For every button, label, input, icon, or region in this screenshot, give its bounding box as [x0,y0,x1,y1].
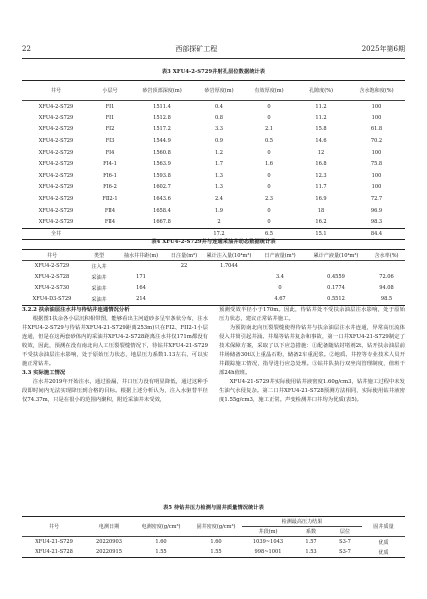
table-cell: FⅡ2-1 [102,196,118,203]
table-cell: 20220915 [96,549,122,555]
table-cell: 98.3 [370,218,383,225]
table-cell: 注入井 [91,263,107,270]
table3-header: 含水饱和度(%) [359,88,394,94]
table-cell [116,261,166,272]
right-column [219,306,405,406]
table-cell: 12 [317,149,325,156]
paragraph: 根据图1扶余各小层沉积相带图，能够看出主河道砂多呈窄条状分布，注水井XFU4-2-S729与待钻井XFU4-21-S729距离253m)只在FI2、FII2-1小层连通，但是在这两套砂体内的采油井XFU4-2-S728距离注水井仅171m都没有收效，因此，预测在没有南北向人工压裂裂缝情况下，待钻井XFU4-21-S729不受扶余油层注水影响，处于原始压力状态，地层压力系数1.13左右，可以实施正常钻井。 [22,316,208,368]
table-cell: 0.5 [264,138,274,145]
table3-header: 砂岩厚度(m) [204,88,234,94]
table-cell: 1511.4 [153,103,171,110]
table5-header: 检测最高压力结果 [242,517,362,527]
table-cell: 20220903 [96,539,122,545]
table-cell: 84.4 [370,230,383,237]
table5 [22,516,405,558]
table-cell: 1.6 [264,161,274,168]
table-cell: 171 [136,274,146,281]
table-cell: 16.8 [315,161,327,168]
table-cell: 100 [371,172,382,179]
table-cell: 0.4 [214,103,224,110]
table-cell: 1.53 [305,549,317,555]
page-header [22,44,405,54]
table-cell: XFU4-2-S729 [38,126,74,133]
table-cell: 100 [371,184,382,191]
table-cell: 22 [180,263,188,270]
table-cell: 0.5512 [327,296,345,303]
table4-header-row [22,250,405,261]
table-cell: 采油井 [91,285,107,292]
table-cell: 1.7044 [220,263,238,270]
section-heading-3-2-2: 3.2.2 扶余油层注水井与待钻井连通情况分析 [22,307,130,313]
table4-header: 累计注入量(10⁴m³) [206,252,252,259]
table-cell: 3.4 [275,274,285,281]
paragraph: 为预防南北向压裂裂缝使得待钻井与扶余油层注水井连通，异常高压流体侵入井筒引起井涌、井塌等钻井复杂和事故，第一口井XFU4-21-S729制定了技术保障方案，采取了以下应急措施：①配备随钻封堵剂2t，钻开扶余油层前井场储备30t以上重晶石粉，储备2车重泥浆。②地质、井控等专业技术人员开井跟踪施工情况，指导进行应急处理。③钻井队执行双坐岗管理制度，值班干部24h值班。 [219,325,405,377]
table4-header: 日产液量(m³) [264,252,296,259]
issue-label: 2025年第6期 [361,45,405,53]
paragraph: 注水井2019年开始注水，通过验漏，井口压力没有明显降低，通过这种手段即时间内无法实现降压到合格的目标。根据上述分析认为，注入水驱替半径仅74.37m，只是在很小的范围内聚积，附近采油井未受效， [22,379,208,404]
table-cell: 11.2 [315,114,327,121]
table-cell: FⅠ1 [105,103,115,110]
table3-header: 小层号 [102,88,118,94]
table-cell: 1658.4 [153,207,171,214]
table5-header: 井号 [22,517,86,537]
header-rule [22,58,405,59]
table-row [22,101,405,113]
table4-header: 井号 [46,252,58,259]
table-cell: XFU4-2-S729 [38,138,74,145]
table-cell [166,294,202,305]
table-cell: 70.2 [370,138,383,145]
table-cell: XFU4-21-S729 [35,539,73,545]
table-cell: 2.1 [264,126,274,133]
table-cell: 16.2 [315,218,327,225]
table-cell: XFU4-2-S729 [38,196,74,203]
table5-header: 固井密度(g/cm³) [190,517,242,537]
table-cell [202,294,256,305]
table-cell: XFU4-2-S729 [34,263,70,270]
table-cell: 1602.7 [153,184,171,191]
table-cell: XFU4-2-S729 [38,161,74,168]
table-row [22,170,405,182]
table-row [22,135,405,147]
table5-subheader: 井段(m) [258,529,278,535]
table-cell: 1.3 [214,172,224,179]
table-cell: 优质 [378,539,389,546]
table-cell: 采油井 [91,274,107,281]
table-row [22,112,405,124]
table-cell: 100 [371,149,382,156]
table-row [22,182,405,194]
table5-header: 固井质量 [362,517,405,537]
table-cell: S3-7 [339,539,351,545]
table-cell: 4.67 [274,296,286,303]
table-row [22,537,405,548]
table-cell: 96.9 [370,207,383,214]
table-cell: FⅠ6-2 [103,184,117,191]
table-cell: 采油井 [91,296,107,303]
table-cell: 1.60 [155,539,167,545]
table-cell: 61.8 [370,126,383,133]
table-cell: 16.9 [315,196,327,203]
table-cell: 1.2 [214,149,224,156]
table-cell: 164 [136,285,146,292]
table3-header-row [22,81,405,101]
table-cell [166,272,202,283]
table-cell: 0.8 [214,114,224,121]
table4-header: 日注量(m³) [170,252,198,259]
table-cell: 全井 [50,231,62,238]
table-cell: XFU4-21-S728 [35,549,73,555]
table-cell: XFU4-2-S728 [34,274,70,281]
table4-caption: 表4 XFU4-2-S729井与连通采油井动态数据统计表 [151,239,276,245]
table3 [22,80,405,240]
table-cell: 1.57 [305,539,317,545]
table-cell: 0 [267,218,271,225]
table-cell: 1.7 [214,161,224,168]
table-cell: 11.2 [315,103,327,110]
table-row [22,216,405,228]
table-cell: 3.3 [214,126,224,133]
table3-header: 孔隙度(%) [308,88,334,94]
table-cell: XFU4-2-S729 [38,114,74,121]
table-cell: 1560.8 [153,149,171,156]
table-cell: FⅠ6-1 [103,172,117,179]
table-cell: 1517.2 [153,126,171,133]
table-row [22,193,405,205]
table5-caption: 表5 待钻井压力检测与固井质量情况统计表 [163,505,264,511]
table-cell: 0 [267,172,271,179]
table-cell [166,283,202,294]
table-cell: 12.3 [315,172,327,179]
table-cell: 15.1 [315,230,327,237]
table-row [22,158,405,170]
table-cell: 15.8 [315,126,327,133]
table-cell: 6.5 [264,230,274,237]
table-row [22,147,405,159]
paragraph: XFU4-21-S729井实际使用钻井液密度1.60g/cm3，钻井施工过程中未发生油气水侵复杂。第二口井XFU4-21-S728预测方法相同，实际使用钻井液密度1.55g/cm3，施工正常。声变检测井口井均为优质(表5)。 [219,379,405,404]
table-cell: 1039~1043 [252,539,284,545]
table-cell: 1593.8 [153,172,171,179]
table4 [22,249,405,306]
table3-header: 砂岩顶部深度(m) [142,88,182,94]
table-cell: 0.9 [214,138,224,145]
table-cell: 72.7 [370,196,383,203]
table-cell: S3-7 [339,549,351,555]
table-cell: 1.60 [210,539,222,545]
table-cell: FⅡ4 [104,207,116,214]
table-cell: 0 [267,114,271,121]
table-cell [368,261,405,272]
section-heading-3-3: 3.3 实际施工情况 [22,370,66,377]
table-cell: 优质 [378,549,389,556]
table-cell: 1.9 [214,207,224,214]
table5-subheader: 系数 [305,529,317,535]
table-cell: 14.6 [315,138,327,145]
table-cell: 1.55 [155,549,167,555]
paragraph: 预测受效半径小于170m。因此，待钻井处不受扶余油层注水影响，处于原始压力状态，建议正常钻井施工。 [219,307,405,323]
table-cell: 17.2 [213,230,225,237]
journal-name: 西部探矿工程 [175,45,218,53]
table-cell: 0 [267,207,271,214]
table3-caption: 表3 XFU4-2-S729井射孔层位数据统计表 [161,69,266,75]
table-cell: 214 [136,296,146,303]
table-cell: 75.8 [370,161,383,168]
table5-header: 电测密度(g/cm³) [132,517,190,537]
table-cell: FⅡ4 [104,218,116,225]
table4-header: 类型 [93,252,105,259]
page-number: 22 [22,45,31,53]
table-row [22,272,405,283]
table-cell: 998~1001 [254,549,282,555]
table-cell [256,261,304,272]
table-cell: 98.5 [380,296,393,303]
table5-header-row [22,517,405,527]
table-cell: 2.3 [264,196,274,203]
table3-header: 井号 [50,88,62,94]
table-cell: FⅠ3 [105,138,115,145]
table-cell: 100 [371,114,382,121]
table-row [22,261,405,272]
table3-header: 有效厚度(m) [254,88,284,94]
table-cell: 2 [217,218,221,225]
table-cell: FⅠ4-1 [103,161,117,168]
table-cell: XFU4-D3-S729 [32,296,72,303]
table-cell: 72.06 [379,274,394,281]
table-cell: XFU4-2-S729 [38,103,74,110]
table-cell: 0.4559 [327,274,345,281]
table-cell: 0 [267,103,271,110]
table-cell: XFU4-2-S729 [38,149,74,156]
table-cell: 94.08 [379,285,394,292]
left-column [22,306,208,406]
table-cell [202,283,256,294]
table-cell: FⅠ4 [105,149,115,156]
table4-header: 抽水井井距(m) [123,252,159,259]
table-cell: XFU4-2-S729 [38,184,74,191]
table-cell: 11.7 [315,184,327,191]
table-cell: 1512.8 [153,114,171,121]
table-cell: 1667.8 [153,218,171,225]
table-cell: FⅠ1 [105,114,115,121]
table-cell: 2.4 [214,196,224,203]
table5-header: 电测日期 [86,517,132,537]
table-cell: XFU4-2-S730 [34,285,70,292]
table-cell: XFU4-2-S729 [38,172,74,179]
table-cell: 0 [267,149,271,156]
table-cell: 0 [278,285,282,292]
table-cell: 100 [371,103,382,110]
table4-header: 累计产液量(10⁴m³) [313,252,359,259]
table-cell: 18 [317,207,325,214]
table-cell: XFU4-2-S729 [38,207,74,214]
table-row [22,205,405,217]
table-cell: 1643.6 [153,196,171,203]
table-cell: 1544.9 [153,138,171,145]
table-cell: 1.3 [214,184,224,191]
table-row [22,283,405,294]
table-cell: 1.55 [210,549,222,555]
table-cell [202,272,256,283]
table5-subheader: 层位 [339,529,351,535]
table-row [22,294,405,305]
table-cell: 0.1774 [327,285,345,292]
table4-header: 含水率(%) [374,252,399,259]
table-cell: 0 [267,184,271,191]
table-cell: FⅠ2 [105,126,115,133]
table-cell: XFU4-2-S729 [38,218,74,225]
table-row [22,124,405,136]
table-row [22,547,405,558]
table-cell [304,261,368,272]
table-cell: 1563.9 [153,161,171,168]
